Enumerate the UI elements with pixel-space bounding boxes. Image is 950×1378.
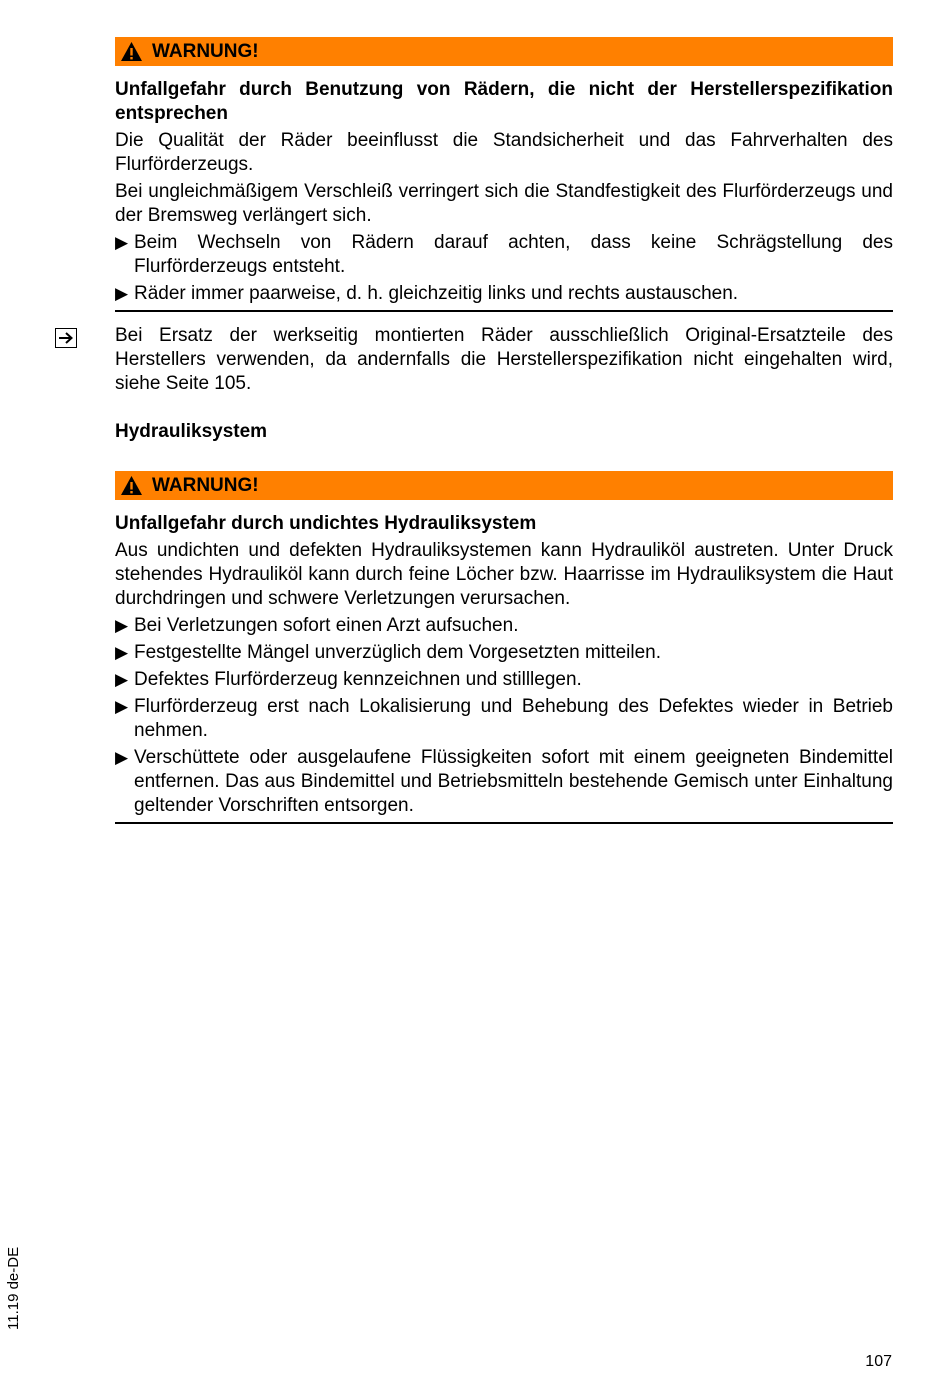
note-text: Bei Ersatz der werkseitig montierten Räder ausschließlich Original-Ersatzteile des Herstellers verwenden, da andernfalls die Herstellerspezifikation nicht eingehalten wird, siehe Seite 105. — [115, 325, 893, 394]
bullet-triangle-icon: ▶ — [115, 697, 129, 716]
action-item-text: Defektes Flurförderzeug kennzeichnen und stilllegen. — [134, 669, 582, 690]
bullet-triangle-icon: ▶ — [115, 670, 129, 689]
action-item-text: Verschüttete oder ausgelaufene Flüssigkeiten sofort mit einem geeigneten Bindemittel entfernen. Das aus Bindemittel und Betriebsmitteln bestehende Gemisch unter Einhaltung geltender Vorschriften entsorgen. — [134, 747, 893, 816]
warning-title: Unfallgefahr durch undichtes Hydrauliksystem — [115, 513, 537, 534]
note-block — [115, 324, 893, 396]
warning-end-rule — [115, 310, 893, 312]
warning-box-hydraulics — [115, 471, 893, 824]
warning-title: Unfallgefahr durch Benutzung von Rädern, die nicht der Herstellerspezifikation entsprechen — [115, 79, 893, 124]
warning-triangle-icon — [120, 41, 143, 62]
action-item — [115, 282, 893, 306]
warning-bar — [115, 37, 893, 66]
action-item-text: Räder immer paarweise, d. h. gleichzeitig links und rechts austauschen. — [134, 283, 739, 304]
bullet-triangle-icon: ▶ — [115, 616, 129, 635]
section-heading: Hydrauliksystem — [115, 421, 268, 442]
action-item — [115, 668, 893, 692]
bullet-triangle-icon: ▶ — [115, 643, 129, 662]
action-item — [115, 231, 893, 279]
warning-label: WARNUNG! — [152, 41, 259, 62]
action-item-text: Beim Wechseln von Rädern darauf achten, dass keine Schrägstellung des Flurförderzeugs entsteht. — [134, 232, 893, 277]
warning-box-wheels — [115, 37, 893, 312]
document-version: 11.19 de-DE — [5, 1246, 22, 1330]
action-item — [115, 695, 893, 743]
warning-triangle-icon — [120, 475, 143, 496]
bullet-triangle-icon: ▶ — [115, 284, 129, 303]
warning-paragraph: Die Qualität der Räder beeinflusst die Standsicherheit und das Fahrverhalten des Flurförderzeugs. — [115, 130, 893, 175]
warning-end-rule — [115, 822, 893, 824]
action-item-text: Festgestellte Mängel unverzüglich dem Vorgesetzten mitteilen. — [134, 642, 661, 663]
warning-label: WARNUNG! — [152, 475, 259, 496]
bullet-triangle-icon: ▶ — [115, 748, 129, 767]
warning-bar — [115, 471, 893, 500]
bullet-triangle-icon: ▶ — [115, 233, 129, 252]
action-item — [115, 746, 893, 818]
page-content — [115, 37, 893, 824]
page-number: 107 — [865, 1353, 892, 1370]
action-item-text: Bei Verletzungen sofort einen Arzt aufsuchen. — [134, 615, 519, 636]
action-item — [115, 614, 893, 638]
action-item-text: Flurförderzeug erst nach Lokalisierung und Behebung des Defektes wieder in Betrieb nehmen. — [134, 696, 893, 741]
arrow-right-note-icon — [55, 328, 77, 348]
warning-paragraph: Bei ungleichmäßigem Verschleiß verringert sich die Standfestigkeit des Flurförderzeugs und der Bremsweg verlängert sich. — [115, 181, 893, 226]
warning-paragraph: Aus undichten und defekten Hydrauliksystemen kann Hydrauliköl austreten. Unter Druck stehendes Hydrauliköl kann durch feine Löcher bzw. Haarrisse im Hydrauliksystem die Haut durchdringen und schwere Verletzungen verursachen. — [115, 540, 893, 609]
action-item — [115, 641, 893, 665]
